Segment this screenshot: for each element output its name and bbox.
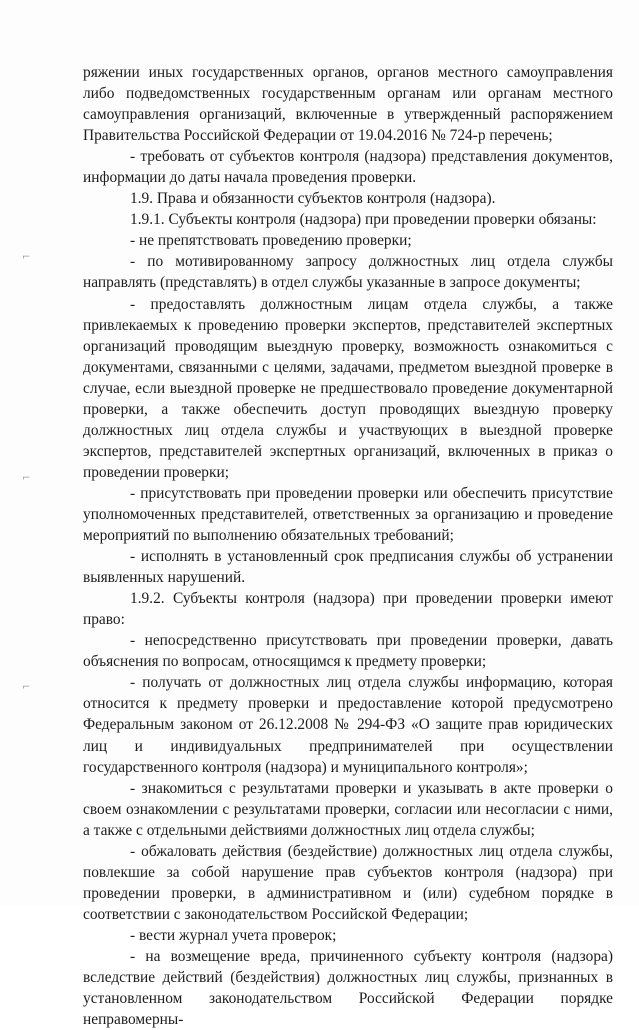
paragraph: - не препятствовать проведению проверки; (130, 232, 412, 250)
paragraph: - присутствовать при проведении проверки или обеспечить присутствие уполномоченных представителей, ответственных за организацию и проведение мероприятий по выполнению обязательных требований; (83, 484, 613, 545)
paragraph: 1.9.2. Субъекты контроля (надзора) при проведении проверки имеют право: (83, 590, 613, 629)
paragraph: - требовать от субъектов контроля (надзора) представления документов, информации до даты начала проведения проверки. (83, 148, 613, 187)
paragraph: - обжаловать действия (бездействие) должностных лиц отдела службы, повлекшие за собой нарушение прав субъектов контроля (надзора) при проведении проверки, в административном и (или) судебном порядке в соответствии с законодательством Российской Федерации; (83, 842, 613, 923)
paragraph: - предоставлять должностным лицам отдела службы, а также привлекаемых к проведению проверки экспертов, представителей экспертных организаций проводящим выездную проверку, возможность ознакомиться с документами, связанными с целями, задачами, предметом выездной проверке в случае, если выездной проверке не предшествовало проведение документарной проверки, а также обеспечить доступ проводящих выездную проверку должностных лиц отдела службы и участвующих в выездной проверке экспертов, представителей экспертных организаций, включенных в приказ о проведении проверки; (83, 295, 613, 481)
paragraph: - по мотивированному запросу должностных лиц отдела службы направлять (представлять) в отдел службы указанные в запросе документы; (83, 253, 613, 292)
scan-mark: ⌐ (22, 252, 31, 263)
paragraph: ряжении иных государственных органов, органов местного самоуправления либо подведомственных государственным органам или органам местного самоуправления организаций, включенные в утвержденный распоряжением Правительства Российской Федерации от 19.04.2016 № 724-р перечень; (83, 64, 613, 145)
document-body (83, 62, 613, 1030)
paragraph: - непосредственно присутствовать при проведении проверки, давать объяснения по вопросам, относящимся к предмету проверки; (83, 632, 613, 671)
paragraph: 1.9. Права и обязанности субъектов контроля (надзора). (130, 190, 496, 208)
paragraph: 1.9.1. Субъекты контроля (надзора) при проведении проверки обязаны: (130, 211, 597, 229)
scan-mark: ⌐ (22, 473, 31, 484)
paragraph: - вести журнал учета проверок; (130, 926, 337, 944)
scan-mark: ⌐ (22, 682, 31, 693)
paragraph: - на возмещение вреда, причиненного субъекту контроля (надзора) вследствие действий (бездействия) должностных лиц службы, признанных в установленном законодательством Российской Федерации порядке неправомерны- (83, 947, 613, 1029)
paragraph: - получать от должностных лиц отдела службы информацию, которая относится к предмету проверки и предоставление которой предусмотрено Федеральным законом от 26.12.2008 № 294-ФЗ «О защите прав юридических лиц и индивидуальных предпринимателей при осуществлении государственного контроля (надзора) и муниципального контроля»; (83, 674, 613, 776)
paragraph: - знакомиться с результатами проверки и указывать в акте проверки о своем ознакомлении с результатами проверки, согласии или несогласии с ними, а также с отдельными действиями должностных лиц отдела службы; (83, 779, 613, 839)
paragraph: - исполнять в установленный срок предписания службы об устранении выявленных нарушений. (83, 548, 613, 587)
